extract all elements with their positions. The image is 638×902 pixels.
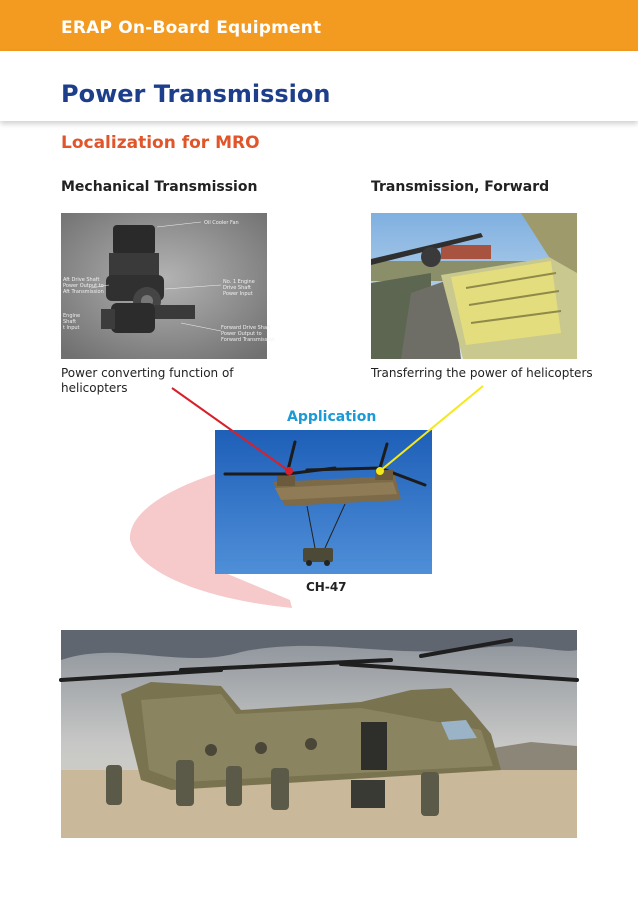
application-label: Application xyxy=(287,409,377,425)
diagram-label-forward-transmission: Forward Transmission xyxy=(221,337,275,343)
diagram-label-forward-drive: Forward Drive Shaft xyxy=(221,325,271,331)
section-heading: Localization for MRO xyxy=(61,133,260,153)
caption-line-1: Power converting function of xyxy=(61,366,234,380)
diagram-label-aft-transmission: Aft Transmission xyxy=(63,289,104,295)
header-title: ERAP On-Board Equipment xyxy=(61,18,322,38)
caption-line-2: helicopters xyxy=(61,381,128,395)
red-connector-line xyxy=(172,388,289,471)
diagram-label-aft-drive: Aft Drive Shaft xyxy=(63,277,100,283)
diagram-label-power-input: Power Input xyxy=(223,291,253,297)
diagram-label-power-output: Power Output to xyxy=(63,283,104,289)
yellow-connector-dot xyxy=(376,467,384,475)
diagram-label-power-output-fwd: Power Output to xyxy=(221,331,262,337)
model-label: CH-47 xyxy=(306,580,347,594)
bottom-helicopter-photo xyxy=(61,630,577,838)
mechanical-transmission-heading: Mechanical Transmission xyxy=(61,179,258,195)
diagram-label-engine1: No. 1 Engine xyxy=(223,279,255,285)
red-connector-dot xyxy=(285,467,293,475)
diagram-label-drive-shaft: Drive Shaft xyxy=(223,285,251,291)
diagram-label-input: t Input xyxy=(63,325,80,331)
diagram-label-engine: Engine xyxy=(63,313,81,319)
diagram-label-shaft: Shaft xyxy=(63,319,77,325)
page-title: Power Transmission xyxy=(61,80,331,108)
forward-transmission-caption: Transferring the power of helicopters xyxy=(371,366,593,380)
yellow-connector-line xyxy=(380,386,483,471)
forward-transmission-heading: Transmission, Forward xyxy=(371,179,550,195)
diagram-label-oil-cooler: Oil Cooler Fan xyxy=(204,220,239,226)
